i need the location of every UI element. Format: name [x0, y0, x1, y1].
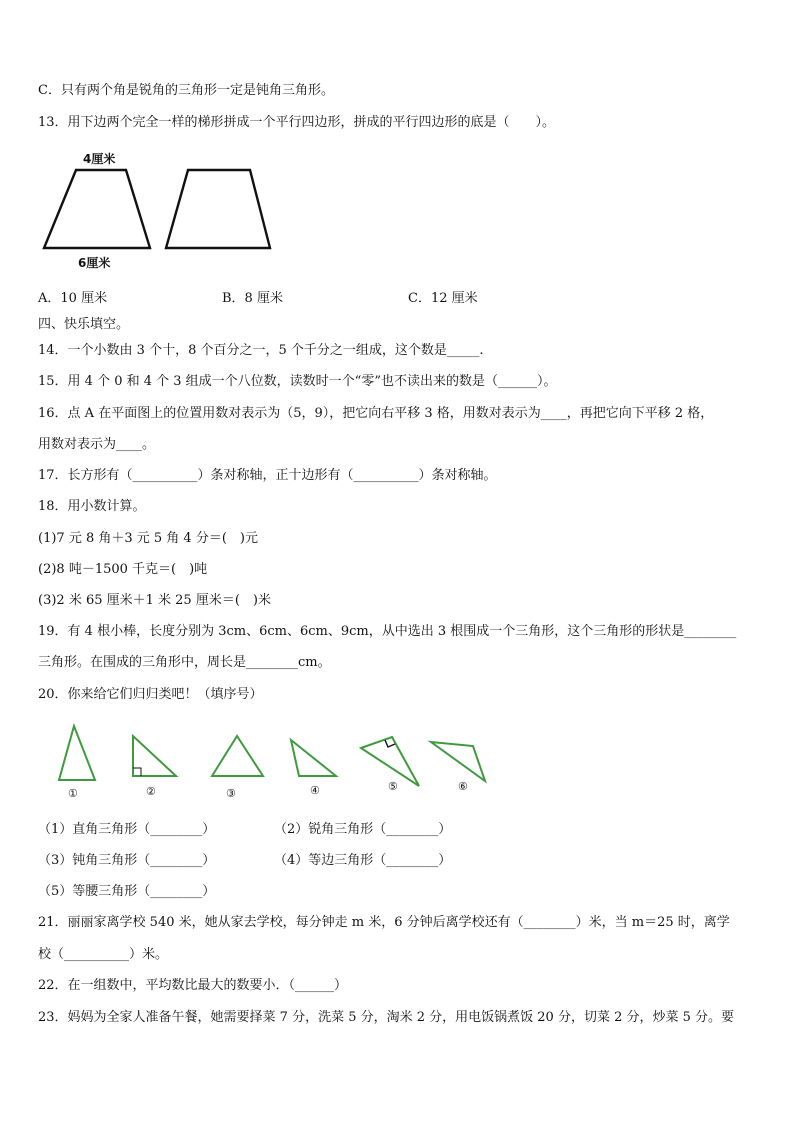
question-14: 14．一个小数由 3 个十，8 个百分之一，5 个千分之一组成，这个数是_____. — [38, 343, 484, 358]
trapezoid-left — [44, 170, 150, 248]
question-16-cont: 用数对表示为____。 — [38, 437, 156, 452]
trapezoid-top-label: 4厘米 — [83, 152, 116, 166]
question-13: 13．用下边两个完全一样的梯形拼成一个平行四边形，拼成的平行四边形的底是（ ）。 — [38, 115, 556, 130]
triangle-label-4: ④ — [310, 784, 320, 797]
option-b: B．8 厘米 — [222, 291, 283, 306]
trapezoid-drawing — [38, 146, 278, 272]
triangle-3 — [212, 736, 263, 776]
question-22: 22．在一组数中，平均数比最大的数要小．（______） — [38, 978, 348, 993]
section-heading: 四、快乐填空。 — [38, 317, 130, 332]
question-18-1: (1)7 元 8 角＋3 元 5 角 4 分＝( )元 — [38, 531, 258, 546]
question-18-3: (3)2 米 65 厘米＋1 米 25 厘米＝( )米 — [38, 593, 271, 608]
triangle-4 — [291, 740, 336, 776]
question-23: 23．妈妈为全家人准备午餐，她需要择菜 7 分，洗菜 5 分，淘米 2 分，用电饭锅煮饭 20 分，切菜 2 分，炒菜 5 分。要 — [38, 1010, 735, 1025]
question-20: 20．你来给它们归归类吧！（填序号） — [38, 687, 263, 702]
option-a: A．10 厘米 — [38, 291, 108, 306]
option-c: C．12 厘米 — [408, 291, 478, 306]
triangle-1 — [59, 726, 95, 780]
question-18: 18．用小数计算。 — [38, 499, 146, 514]
question-17: 17．长方形有（__________）条对称轴，正十边形有（__________）条对称轴。 — [38, 468, 497, 483]
question-16: 16．点 A 在平面图上的位置用数对表示为（5，9），把它向右平移 3 格，用数对表示为____，再把它向下平移 2 格， — [38, 406, 714, 421]
classify-acute: （2）锐角三角形（________） — [274, 822, 452, 837]
trapezoid-bottom-label: 6厘米 — [78, 256, 111, 270]
triangles-drawing — [48, 718, 498, 810]
triangle-6 — [431, 742, 485, 781]
classify-obtuse: （3）钝角三角形（________） — [38, 853, 216, 868]
question-21-cont: 校（__________）米。 — [38, 947, 169, 962]
question-18-2: (2)8 吨－1500 千克＝( )吨 — [38, 562, 208, 577]
question-19: 19．有 4 根小棒，长度分别为 3cm、6cm、6cm、9cm，从中选出 3 根围成一个三角形，这个三角形的形状是________ — [38, 624, 737, 639]
classify-isosceles: （5）等腰三角形（________） — [38, 884, 216, 899]
option-c-q12: C．只有两个角是锐角的三角形一定是钝角三角形。 — [38, 83, 334, 98]
triangle-2 — [133, 736, 176, 776]
classify-equilateral: （4）等边三角形（________） — [274, 853, 452, 868]
question-21: 21．丽丽家离学校 540 米，她从家去学校，每分钟走 m 米，6 分钟后离学校还有（________）米，当 m＝25 时，离学 — [38, 915, 730, 930]
triangle-label-3: ③ — [226, 787, 236, 800]
triangle-label-2: ② — [146, 785, 156, 798]
trapezoid-right — [166, 170, 270, 248]
question-19-cont: 三角形。在围成的三角形中，周长是________cm。 — [38, 655, 331, 670]
right-angle-mark-2 — [133, 768, 141, 776]
triangle-label-1: ① — [68, 787, 78, 800]
triangle-5 — [361, 737, 419, 786]
triangle-label-6: ⑥ — [458, 780, 468, 793]
triangles-figure — [48, 718, 498, 810]
question-15: 15．用 4 个 0 和 4 个 3 组成一个八位数，读数时一个“零”也不读出来的数是（______）。 — [38, 374, 557, 389]
trapezoid-figure — [38, 146, 278, 272]
triangle-label-5: ⑤ — [388, 780, 398, 793]
classify-right: （1）直角三角形（________） — [38, 822, 216, 837]
